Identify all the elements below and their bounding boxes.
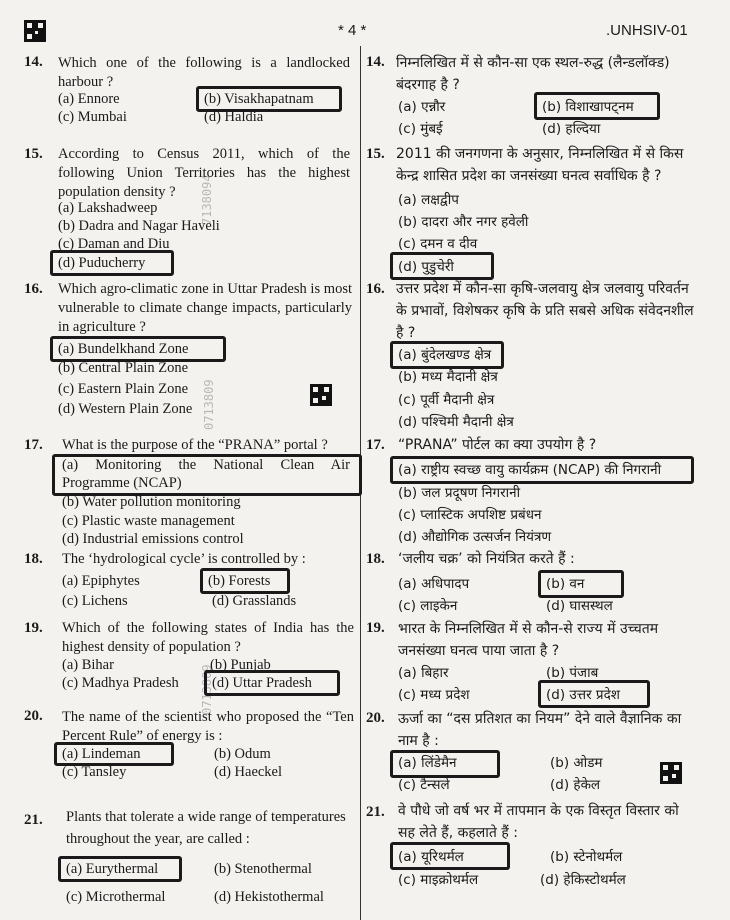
option-b-hi: (b) विशाखापट्नम	[542, 99, 634, 115]
option-c-en: (c) Microthermal	[66, 889, 166, 905]
option-a-hi: (a) अधिपादप	[398, 576, 470, 592]
option-a-en: (a) Bundelkhand Zone	[58, 341, 189, 357]
option-a-hi: (a) बिहार	[398, 665, 449, 681]
watermark-stamp: 7138094	[200, 174, 214, 225]
option-b-hi: (b) जल प्रदूषण निगरानी	[398, 485, 521, 501]
answer-mark	[390, 341, 504, 369]
option-d-en: (d) Western Plain Zone	[58, 401, 193, 417]
question-text-hi: 2011 की जनगणना के अनुसार, निम्नलिखित में से किस केन्द्र शासित प्रदेश का जनसंख्या घनत्व सर्वाधिक है ?	[396, 146, 684, 184]
question-number: 18.	[366, 551, 385, 567]
option-d-hi: (d) औद्योगिक उत्सर्जन नियंत्रण	[398, 529, 552, 545]
answer-mark	[58, 856, 182, 882]
option-c-hi: (c) पूर्वी मैदानी क्षेत्र	[398, 392, 495, 408]
question-number: 21.	[24, 812, 43, 828]
booklet-code: .UNHSIV-01	[606, 22, 688, 39]
answer-mark	[538, 570, 624, 598]
question-number: 15.	[24, 146, 43, 162]
option-c-en: (c) Eastern Plain Zone	[58, 381, 189, 397]
option-d-en: (d) Haeckel	[214, 764, 283, 780]
question-number: 19.	[24, 620, 43, 636]
question-text-en: Which one of the following is a landlocked harbour ?	[58, 55, 350, 90]
question-number: 19.	[366, 620, 385, 636]
option-c-hi: (c) लाइकेन	[398, 598, 458, 614]
option-c-hi: (c) दमन व दीव	[398, 236, 478, 252]
option-a-en: (a) Monitoring the National Clean Air Programme (NCAP)	[62, 457, 350, 491]
option-c-hi: (c) मुंबई	[398, 121, 443, 137]
question-text-en: Plants that tolerate a wide range of temperatures throughout the year, are called :	[66, 809, 346, 847]
option-b-en: (b) Forests	[208, 573, 271, 589]
question-text-hi: “PRANA” पोर्टल का क्या उपयोग है ?	[398, 437, 597, 453]
option-d-en: (d) Grasslands	[212, 593, 297, 609]
question-number: 16.	[24, 281, 43, 297]
question-text-en: Which of the following states of India has the highest density of population ?	[62, 620, 354, 655]
question-text-en: The ‘hydrological cycle’ is controlled by :	[62, 551, 306, 567]
option-b-hi: (b) पंजाब	[546, 665, 599, 681]
option-a-en: (a) Lakshadweep	[58, 200, 158, 216]
question-number: 14.	[366, 54, 385, 70]
answer-mark	[200, 568, 290, 594]
option-a-hi: (a) बुंदेलखण्ड क्षेत्र	[398, 347, 492, 363]
option-a-hi: (a) लिंडेमैन	[398, 755, 457, 771]
qr-code-icon	[660, 762, 682, 784]
watermark-stamp: 0713809	[200, 664, 214, 715]
answer-mark	[390, 252, 494, 280]
option-a-en: (a) Ennore	[58, 91, 120, 107]
qr-code-icon	[24, 20, 46, 42]
question-number: 17.	[366, 437, 385, 453]
option-b-hi: (b) ओडम	[550, 755, 603, 771]
option-c-en: (c) Plastic waste management	[62, 513, 235, 529]
option-d-en: (d) Industrial emissions control	[62, 531, 244, 547]
option-c-hi: (c) प्लास्टिक अपशिष्ट प्रबंधन	[398, 507, 542, 523]
option-d-hi: (d) उत्तर प्रदेश	[546, 687, 620, 703]
page-number: * 4 *	[338, 22, 367, 39]
question-number: 17.	[24, 437, 43, 453]
answer-mark	[52, 454, 362, 496]
option-c-en: (c) Madhya Pradesh	[62, 675, 179, 691]
option-c-en: (c) Daman and Diu	[58, 236, 170, 252]
question-text-hi: निम्नलिखित में से कौन-सा एक स्थल-रुद्ध (लैन्डलॉक्ड) बंदरगाह है ?	[396, 55, 670, 93]
option-a-en: (a) Bihar	[62, 657, 114, 673]
answer-mark	[50, 250, 174, 276]
answer-mark	[534, 92, 660, 120]
question-text-en: The name of the scientist who proposed the “Ten Percent Rule” of energy is :	[62, 709, 354, 744]
option-a-en: (a) Epiphytes	[62, 573, 140, 589]
answer-mark	[196, 86, 342, 112]
option-b-en: (b) Punjab	[210, 657, 271, 673]
option-d-en: (d) Uttar Pradesh	[212, 675, 312, 691]
option-a-hi: (a) लक्षद्वीप	[398, 192, 459, 208]
option-d-hi: (d) पुडुचेरी	[398, 259, 454, 275]
question-text-hi: वे पौधे जो वर्ष भर में तापमान के एक विस्तृत विस्तार को सह लेते हैं, कहलाते हैं :	[398, 803, 679, 841]
answer-mark	[538, 680, 650, 708]
option-b-en: (b) Central Plain Zone	[58, 360, 189, 376]
answer-mark	[390, 456, 694, 484]
option-c-en: (c) Tansley	[62, 764, 127, 780]
answer-mark	[390, 842, 510, 870]
option-b-en: (b) Dadra and Nagar Haveli	[58, 218, 220, 234]
option-d-en: (d) Hekistothermal	[214, 889, 324, 905]
option-a-hi: (a) राष्ट्रीय स्वच्छ वायु कार्यक्रम (NCAP) की निगरानी	[398, 462, 662, 478]
question-text-hi: ऊर्जा का “दस प्रतिशत का नियम” देने वाले वैज्ञानिक का नाम है :	[398, 711, 682, 749]
option-c-en: (c) Lichens	[62, 593, 128, 609]
watermark-stamp: 0713809	[202, 379, 216, 430]
answer-mark	[54, 742, 174, 766]
question-text-en: According to Census 2011, which of the following Union Territories has the highest population density ?	[58, 146, 350, 200]
question-text-en: Which agro-climatic zone in Uttar Pradesh is most vulnerable to climate change impacts, particularly in agriculture ?	[58, 281, 352, 335]
question-number: 20.	[366, 710, 385, 726]
option-b-en: (b) Visakhapatnam	[204, 91, 314, 107]
option-d-en: (d) Puducherry	[58, 255, 146, 271]
answer-mark	[390, 750, 500, 778]
question-number: 16.	[366, 281, 385, 297]
option-a-hi: (a) एन्नौर	[398, 99, 446, 115]
option-c-hi: (c) टैन्सले	[398, 777, 450, 793]
question-number: 15.	[366, 146, 385, 162]
option-b-hi: (b) वन	[546, 576, 585, 592]
option-b-hi: (b) मध्य मैदानी क्षेत्र	[398, 369, 498, 385]
question-number: 20.	[24, 708, 43, 724]
question-text-hi: भारत के निम्नलिखित में से कौन-से राज्य में उच्चतम जनसंख्या घनत्व पाया जाता है ?	[398, 621, 659, 659]
question-text-hi: उत्तर प्रदेश में कौन-सा कृषि-जलवायु क्षेत्र जलवायु परिवर्तन के प्रभावों, विशेषकर कृषि के प्रति सबसे अधिक संवेदनशील है ?	[396, 281, 694, 341]
question-text-en: What is the purpose of the “PRANA” portal ?	[62, 437, 328, 453]
option-a-en: (a) Lindeman	[62, 746, 141, 762]
option-b-en: (b) Stenothermal	[214, 861, 312, 877]
question-number: 14.	[24, 54, 43, 70]
answer-mark	[50, 336, 226, 362]
option-c-hi: (c) मध्य प्रदेश	[398, 687, 470, 703]
question-number: 18.	[24, 551, 43, 567]
option-a-en: (a) Eurythermal	[66, 861, 159, 877]
answer-mark	[204, 670, 340, 696]
option-b-en: (b) Water pollution monitoring	[62, 494, 241, 510]
option-c-hi: (c) माइक्रोथर्मल	[398, 872, 479, 888]
option-b-hi: (b) स्टेनोथर्मल	[550, 849, 623, 865]
option-d-hi: (d) हेकिस्टोथर्मल	[540, 872, 626, 888]
option-a-hi: (a) यूरिथर्मल	[398, 849, 464, 865]
qr-code-icon	[310, 384, 332, 406]
question-number: 21.	[366, 804, 385, 820]
option-b-hi: (b) दादरा और नगर हवेली	[398, 214, 529, 230]
option-c-en: (c) Mumbai	[58, 109, 127, 125]
option-b-en: (b) Odum	[214, 746, 271, 762]
option-d-hi: (d) हेकेल	[550, 777, 601, 793]
option-d-en: (d) Haldia	[204, 109, 264, 125]
question-text-hi: ‘जलीय चक्र’ को नियंत्रित करते हैं :	[398, 551, 575, 567]
option-d-hi: (d) घासस्थल	[546, 598, 613, 614]
option-d-hi: (d) हल्दिया	[542, 121, 601, 137]
option-d-hi: (d) पश्चिमी मैदानी क्षेत्र	[398, 414, 514, 430]
